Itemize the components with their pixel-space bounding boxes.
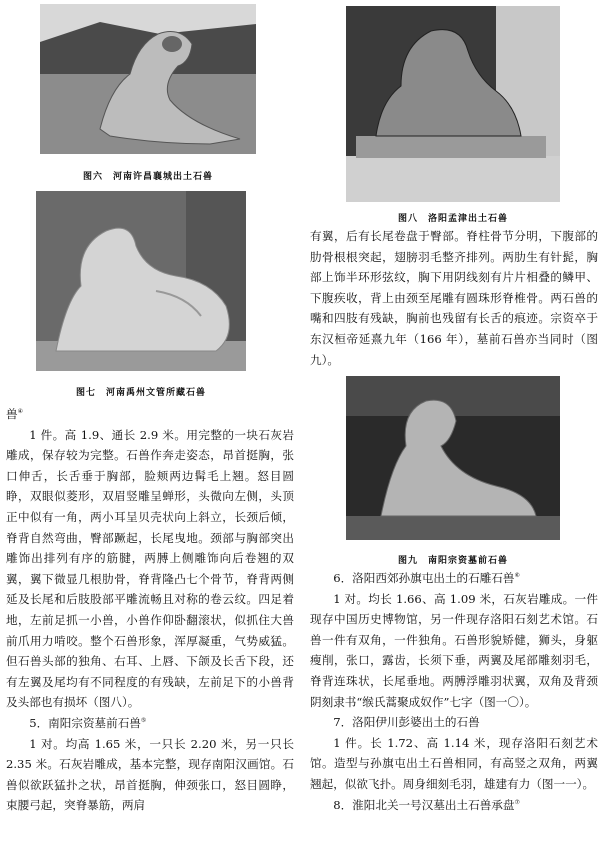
- figure-8-photo: [346, 6, 560, 202]
- continued-word: 兽④: [6, 407, 23, 421]
- figure-7-photo: [36, 191, 246, 371]
- section-heading-7: 7．洛阳伊川彭婆出土的石兽: [333, 715, 480, 730]
- figure-8-caption: 图八 洛阳孟津出土石兽: [397, 214, 508, 224]
- footnote-marker: ⑤: [140, 717, 147, 725]
- figure-6-caption: 图六 河南许昌襄城出土石兽: [82, 172, 213, 182]
- paragraph-item-5-continued: 有翼，后有长尾卷盘于臀部。脊柱骨节分明，下腹部的肋骨根根突起，翅膀羽毛整齐排列。两肋生有针髭，胸部上饰半环形弦纹，胸下用阴线刻有片片相叠的鳞甲、下腹疾收，背上由颈至尾雕有圆珠形脊椎骨。两石兽的嘴和四肢有残缺，胸前也残留有长舌的痕迹。宗资卒于东汉桓帝延熹九年（166 年），墓前石兽亦当同时（图九）。: [310, 229, 598, 367]
- figure-6-photo: [40, 4, 256, 154]
- section-heading-8: 8．淮阳北关一号汉墓出土石兽承盘⑦: [333, 797, 520, 812]
- figure-9-photo: [346, 376, 560, 540]
- figure-7-caption: 图七 河南禹州文管所藏石兽: [75, 388, 206, 398]
- paragraph-item-7: 1 件。长 1.72、高 1.14 米，现存洛阳石刻艺术馆。造型与孙旗屯出土石兽相同，有高竖之双角，两翼翘起，似欲飞扑。周身细刻毛羽，雄建有力（图一一）。: [310, 735, 598, 791]
- paragraph-item-4: 1 件。高 1.9、通长 2.9 米。用完整的一块石灰岩雕成，保存较为完整。石兽作奔走姿态，昂首挺胸，张口伸舌，长舌垂于胸部，脸颊两边髯毛上翘。怒目圆睁，双眼似菱形，双眉竖雕呈蝉形，头微向左侧，头顶正中似有一角，两小耳呈贝壳状向上斜立，长颈后倾，脊背自然弯曲，臀部蹶起，长尾曳地。颈部与胸部突出雕饰出排列有序的筋腱，两膊上侧雕饰向后卷翘的双翼，翼下微显几根肋骨，脊背隆凸七个骨节，脊背两侧延及长尾和后肢股部平雕流畅且对称的卷云纹。四足着地，左前足抓一小兽，小兽作仰卧翻滚状，似抓住大兽前爪用力啃咬。整个石兽形象，浑厚凝重，气势威猛。但石兽头部的独角、右耳、上唇、下颌及长舌下段，还有左翼及尾均有不同程度的有残缺，左前足下的小兽背及头部也有损坏（图八）。: [6, 427, 294, 710]
- right-body-text-bottom: [310, 568, 598, 815]
- paragraph-item-6: 1 对。均长 1.66、高 1.09 米，石灰岩雕成。一件现存中国历史博物馆，另一件现存洛阳石刻艺术馆。石兽一件有双角，一件独角。石兽形貌矫健，狮头，身躯瘦削，张口，露齿，长须下垂，两翼及尾部雕刻羽毛，脊背连珠状，长尾垂地。两膊浮雕羽状翼，双角及背颈阴刻隶书“缑氏蒿聚成奴作”七字（图一〇）。: [310, 591, 598, 709]
- figure-9-caption: 图九 南阳宗资墓前石兽: [397, 556, 508, 566]
- section-heading-5: 5．南阳宗资墓前石兽⑤: [29, 715, 147, 730]
- footnote-marker: ⑦: [514, 798, 520, 806]
- left-body-text: [6, 404, 294, 816]
- paragraph-item-5: 1 对。均高 1.65 米，一只长 2.20 米，另一只长 2.35 米。石灰岩雕成，基本完整，现存南阳汉画馆。石兽似欲跃猛扑之状，昂首挺胸，伸颈张口，怒目圆睁，束腰弓起，突脊暴筋，两肩: [6, 736, 294, 813]
- section-heading-6: 6．洛阳西郊孙旗屯出土的石雕石兽⑥: [333, 571, 520, 585]
- right-body-text-top: [310, 226, 598, 370]
- footnote-marker: ④: [17, 408, 23, 416]
- footnote-marker: ⑥: [514, 572, 520, 580]
